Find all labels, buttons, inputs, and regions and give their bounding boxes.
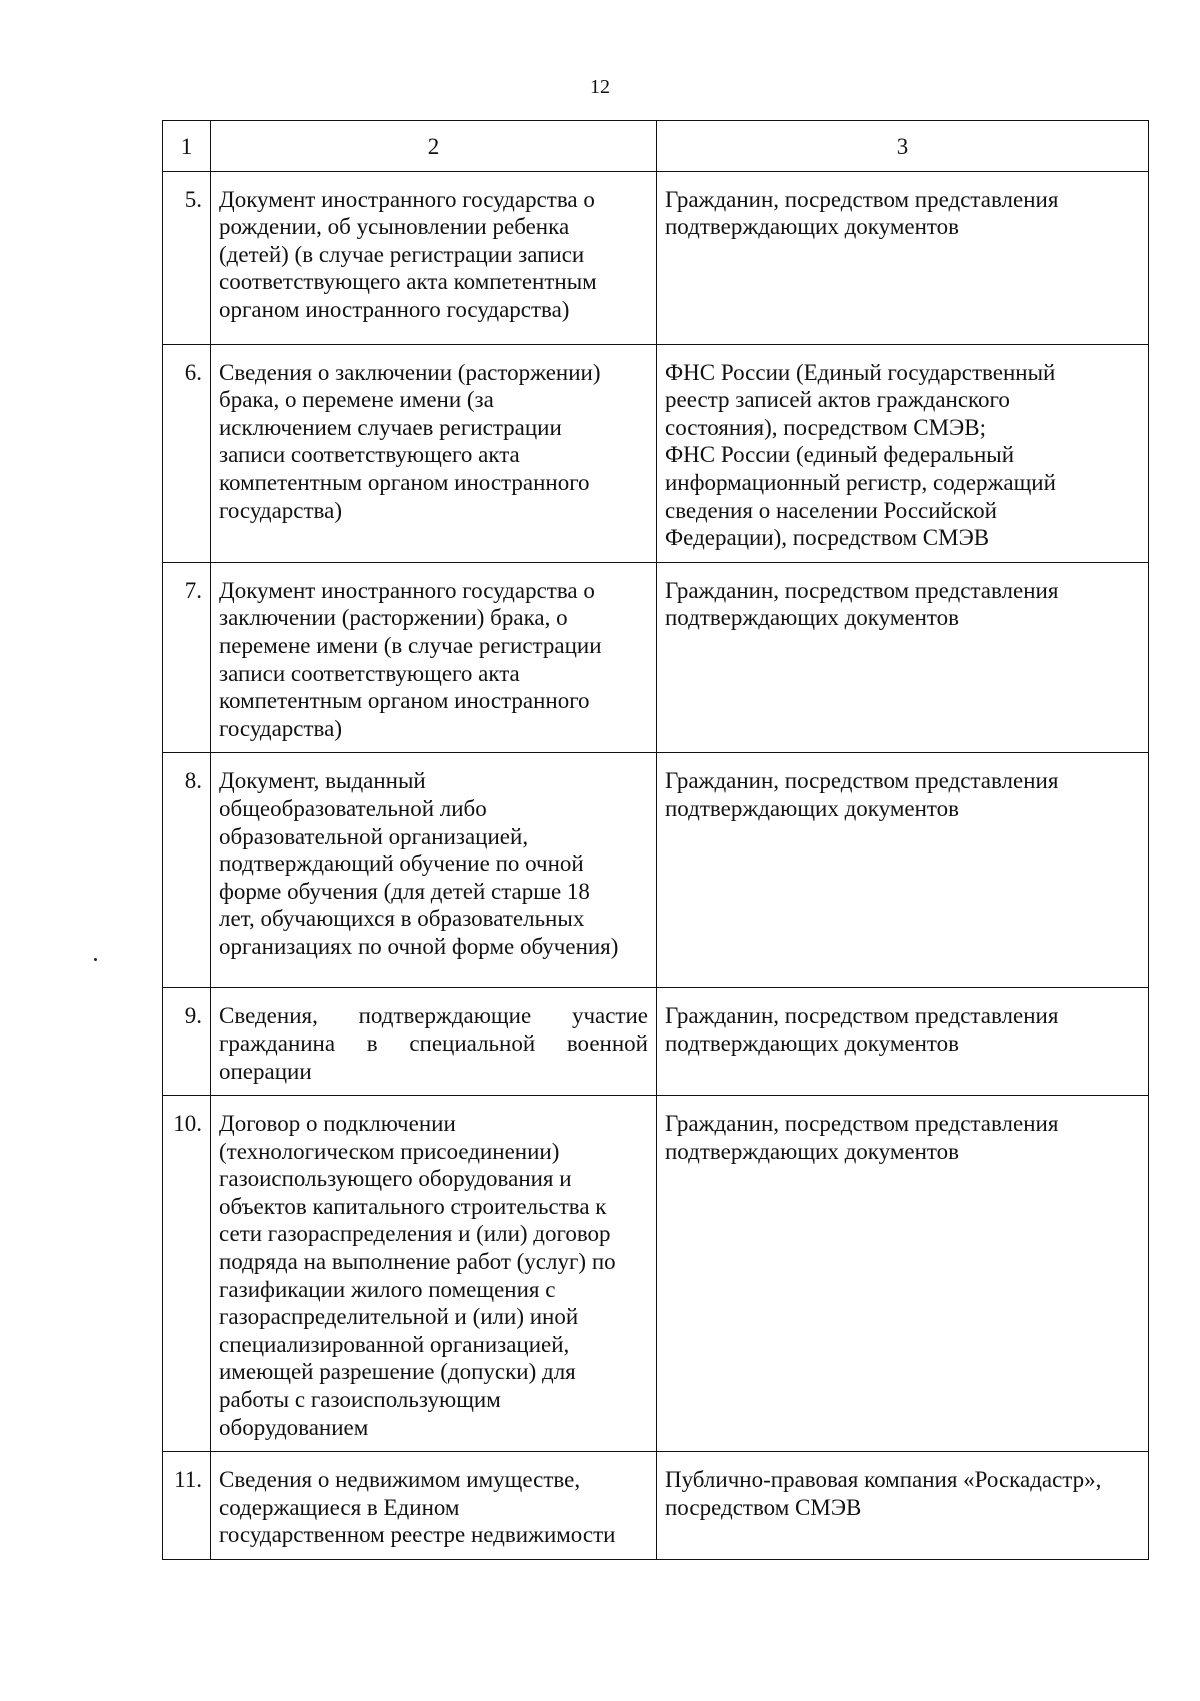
text-line: Гражданин, посредством представления — [665, 768, 1059, 794]
source-cell — [657, 171, 1149, 344]
document-cell — [211, 988, 657, 1096]
source-cell — [657, 344, 1149, 562]
document-cell — [211, 1096, 657, 1452]
text-line: подтверждающих документов — [665, 214, 960, 240]
document-cell — [211, 1452, 657, 1560]
row-number: 6. — [163, 344, 211, 562]
text-line: записи соответствующего акта — [219, 442, 520, 468]
word: гражданина — [219, 1030, 336, 1056]
table-row — [163, 171, 1149, 344]
source-cell — [657, 1096, 1149, 1452]
text-line: Сведения о недвижимом имуществе, — [219, 1467, 581, 1493]
source-cell — [657, 988, 1149, 1096]
word: участие — [571, 1003, 648, 1029]
text-line: Гражданин, посредством представления — [665, 1111, 1059, 1137]
text-line: (детей) (в случае регистрации записи — [219, 241, 585, 267]
text-line: брака, о перемене имени (за — [219, 387, 494, 413]
row-number: 8. — [163, 753, 211, 988]
text-line: Гражданин, посредством представления — [665, 1003, 1059, 1029]
table-row — [163, 753, 1149, 988]
text-line: лет, обучающихся в образовательных — [219, 906, 585, 932]
text-line: газификации жилого помещения с — [219, 1276, 556, 1302]
row-number: 9. — [163, 988, 211, 1096]
text-line: компетентным органом иностранного — [219, 688, 590, 714]
text-line: Документ иностранного государства о — [219, 577, 595, 603]
justified-line — [219, 1002, 648, 1030]
table-row — [163, 1452, 1149, 1560]
text-line: Гражданин, посредством представления — [665, 186, 1059, 212]
text-line: Договор о подключении — [219, 1111, 456, 1137]
text-line: операции — [219, 1058, 312, 1084]
text-line: Сведения о заключении (расторжении) — [219, 359, 601, 385]
text-line: записи соответствующего акта — [219, 660, 520, 686]
source-cell — [657, 562, 1149, 753]
text-line: имеющей разрешение (допуски) для — [219, 1359, 576, 1385]
text-line: подтверждающих документов — [665, 1138, 960, 1164]
text-line: организациях по очной форме обучения) — [219, 933, 619, 959]
document-cell — [211, 344, 657, 562]
table-row — [163, 988, 1149, 1096]
text-line: ФНС России (единый федеральный — [665, 442, 1015, 468]
text-line: реестр записей актов гражданского — [665, 387, 1010, 413]
text-line: государства) — [219, 715, 342, 741]
text-line: форме обучения (для детей старше 18 — [219, 878, 590, 904]
row-number: 10. — [163, 1096, 211, 1452]
text-line: государственном реестре недвижимости — [219, 1522, 616, 1548]
text-line: объектов капитального строительства к — [219, 1193, 607, 1219]
page-number: 12 — [590, 76, 610, 98]
text-line: Документ иностранного государства о — [219, 186, 595, 212]
text-line: газоиспользующего оборудования и — [219, 1166, 572, 1192]
row-number: 11. — [163, 1452, 211, 1560]
text-line: перемене имени (в случае регистрации — [219, 632, 602, 658]
text-line: подтверждающий обучение по очной — [219, 851, 584, 877]
text-line: органом иностранного государства) — [219, 296, 570, 322]
text-line: компетентным органом иностранного — [219, 469, 590, 495]
text-line: ФНС России (Единый государственный — [665, 359, 1056, 385]
text-line: образовательной организацией, — [219, 823, 529, 849]
document-cell — [211, 753, 657, 988]
row-number: 5. — [163, 171, 211, 344]
table-row — [163, 1096, 1149, 1452]
text-line: Гражданин, посредством представления — [665, 577, 1059, 603]
justified-line — [219, 1030, 648, 1058]
text-line: Федерации), посредством СМЭВ — [665, 525, 990, 551]
text-line: оборудованием — [219, 1414, 369, 1440]
text-line: общеобразовательной либо — [219, 795, 487, 821]
table-row — [163, 344, 1149, 562]
word: подтверждающие — [358, 1003, 532, 1029]
text-line: сети газораспределения и (или) договор — [219, 1221, 611, 1247]
source-cell — [657, 1452, 1149, 1560]
text-line: состояния), посредством СМЭВ; — [665, 414, 986, 440]
table-row — [163, 562, 1149, 753]
text-line: газораспределительной и (или) иной — [219, 1304, 579, 1330]
text-line: рождении, об усыновлении ребенка — [219, 214, 570, 240]
text-line: исключением случаев регистрации — [219, 414, 562, 440]
source-cell — [657, 753, 1149, 988]
text-line: подтверждающих документов — [665, 795, 960, 821]
text-line: содержащиеся в Едином — [219, 1494, 460, 1520]
text-line: подтверждающих документов — [665, 1030, 960, 1056]
text-line: специализированной организацией, — [219, 1331, 570, 1357]
text-line: Документ, выданный — [219, 768, 426, 794]
text-line: подряда на выполнение работ (услуг) по — [219, 1249, 616, 1275]
word: военной — [566, 1030, 648, 1056]
text-line: государства) — [219, 497, 342, 523]
text-line: информационный регистр, содержащий — [665, 469, 1056, 495]
word: Сведения, — [219, 1003, 318, 1029]
word: в — [366, 1030, 378, 1056]
row-number: 7. — [163, 562, 211, 753]
text-line: сведения о населении Российской — [665, 497, 997, 523]
text-line: посредством СМЭВ — [665, 1494, 862, 1520]
text-line: соответствующего акта компетентным — [219, 269, 597, 295]
document-cell — [211, 562, 657, 753]
table-header-row — [163, 121, 1149, 172]
document-cell — [211, 171, 657, 344]
header-col-1: 1 — [163, 121, 211, 172]
scan-speck — [94, 958, 97, 961]
text-line: работы с газоиспользующим — [219, 1387, 501, 1413]
header-col-3: 3 — [657, 121, 1149, 172]
header-col-2: 2 — [211, 121, 657, 172]
text-line: заключении (расторжении) брака, о — [219, 605, 568, 631]
document-table — [162, 120, 1149, 1560]
text-line: подтверждающих документов — [665, 605, 960, 631]
text-line: Публично-правовая компания «Роскадастр», — [665, 1467, 1102, 1493]
word: специальной — [409, 1030, 536, 1056]
text-line: (технологическом присоединении) — [219, 1138, 560, 1164]
